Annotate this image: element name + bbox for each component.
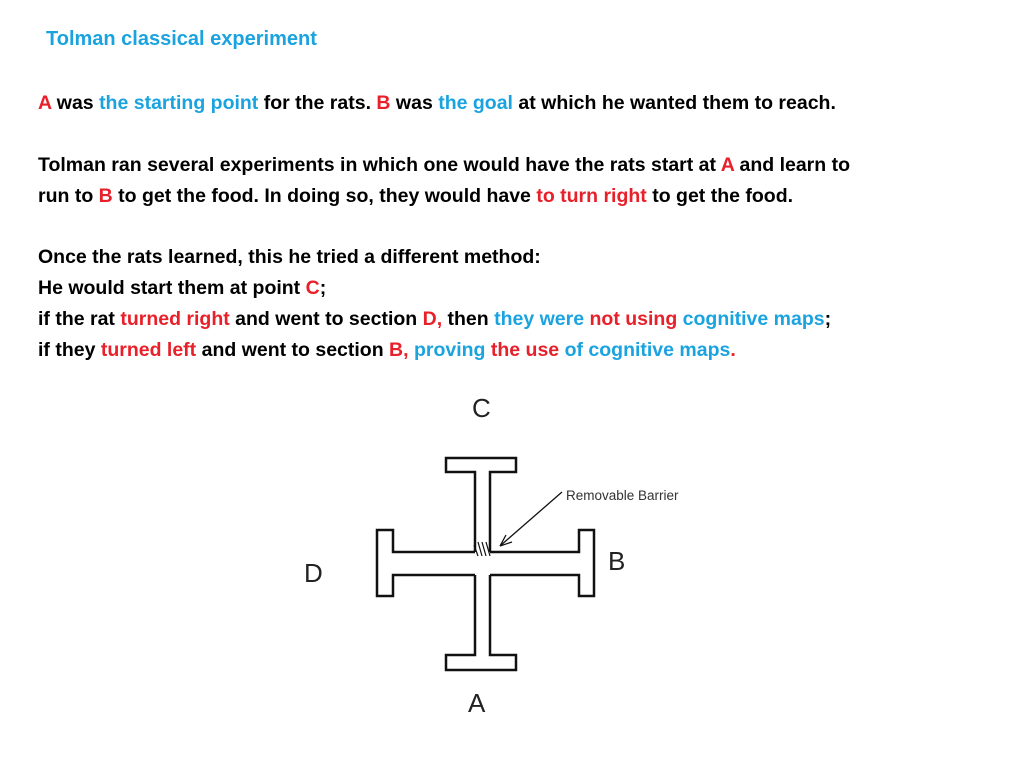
of-cognitive-maps-phrase: of cognitive maps bbox=[559, 339, 731, 361]
removable-barrier bbox=[474, 542, 490, 556]
point-c-label: C bbox=[305, 277, 320, 299]
section-d-label: D, bbox=[422, 308, 443, 330]
text: for the rats. bbox=[258, 92, 377, 114]
proving-phrase: proving bbox=[408, 339, 486, 361]
text: Tolman ran several experiments in which one would have the rats start at bbox=[38, 154, 721, 176]
starting-point-phrase: the starting point bbox=[99, 92, 259, 114]
section-b-label: B, bbox=[389, 339, 409, 361]
paragraph-experiments bbox=[38, 150, 850, 212]
text: run to bbox=[38, 185, 99, 207]
text: ; bbox=[319, 277, 327, 299]
maze-walls bbox=[377, 458, 594, 670]
barrier-pointer-line bbox=[500, 492, 562, 546]
goal-phrase: the goal bbox=[438, 92, 513, 114]
text: was bbox=[51, 92, 100, 114]
text: ; bbox=[824, 308, 832, 330]
point-b-label: B bbox=[98, 185, 113, 207]
removable-barrier-label: Removable Barrier bbox=[566, 488, 679, 503]
cognitive-maps-phrase: cognitive maps bbox=[677, 308, 825, 330]
label-b: B bbox=[608, 546, 626, 576]
not-using-phrase: not using bbox=[584, 308, 678, 330]
text: at which he wanted them to reach. bbox=[512, 92, 836, 114]
maze-left-arm bbox=[377, 530, 475, 596]
text: to get the food. bbox=[646, 185, 794, 207]
turn-right-phrase: to turn right bbox=[536, 185, 647, 207]
text: and went to section bbox=[196, 339, 390, 361]
maze-right-arm bbox=[490, 530, 594, 596]
maze-bottom-arm bbox=[446, 575, 516, 670]
text: then bbox=[442, 308, 495, 330]
label-c: C bbox=[472, 393, 491, 423]
they-were-phrase: they were bbox=[494, 308, 585, 330]
text: to get the food. In doing so, they would have bbox=[112, 185, 537, 207]
text: and learn to bbox=[734, 154, 850, 176]
the-use-phrase: the use bbox=[485, 339, 560, 361]
period: . bbox=[730, 339, 736, 361]
text: Once the rats learned, this he tried a different method: bbox=[38, 246, 541, 268]
paragraph-method bbox=[38, 242, 831, 366]
point-a-label: A bbox=[720, 154, 735, 176]
label-a: A bbox=[468, 688, 486, 718]
slide-title: Tolman classical experiment bbox=[46, 28, 317, 50]
text: if the rat bbox=[38, 308, 121, 330]
text: and went to section bbox=[229, 308, 423, 330]
point-b-label: B bbox=[376, 92, 391, 114]
turned-right-phrase: turned right bbox=[120, 308, 230, 330]
text: was bbox=[390, 92, 439, 114]
label-d: D bbox=[304, 558, 323, 588]
text: if they bbox=[38, 339, 101, 361]
text: He would start them at point bbox=[38, 277, 306, 299]
point-a-label: A bbox=[38, 92, 52, 114]
turned-left-phrase: turned left bbox=[100, 339, 197, 361]
paragraph-start-goal bbox=[38, 88, 836, 119]
maze-diagram bbox=[290, 380, 710, 725]
maze-top-arm bbox=[446, 458, 516, 552]
